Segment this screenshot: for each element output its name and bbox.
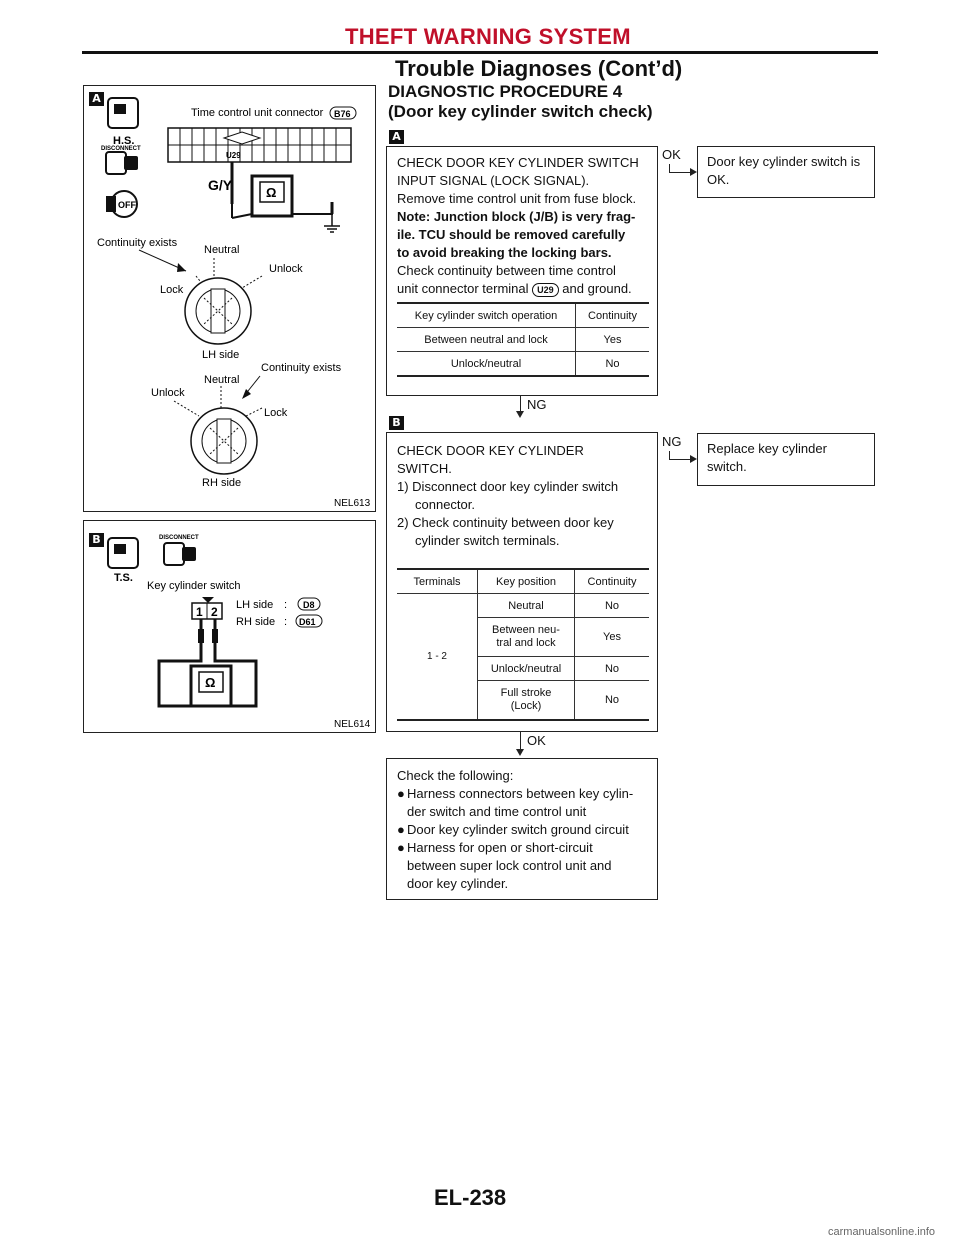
check-item-text: Harness for open or short-circuit bbox=[407, 840, 593, 855]
step-a-note2: ile. TCU should be removed carefully bbox=[397, 227, 626, 242]
figure-a-tag: A bbox=[89, 92, 104, 106]
lock-label-1: Lock bbox=[160, 284, 184, 296]
table-cell: Yes bbox=[575, 618, 650, 657]
step-b-box bbox=[386, 432, 658, 732]
step-a-table bbox=[397, 302, 649, 377]
connector-code: B76 bbox=[334, 109, 351, 119]
step-a-ok-result bbox=[697, 146, 875, 198]
step-b-line4: connector. bbox=[415, 497, 475, 512]
table-cell: No bbox=[576, 352, 650, 377]
step-a-ng-label: NG bbox=[527, 397, 547, 412]
step-a-ok-result-line2: OK. bbox=[707, 172, 730, 187]
disconnect-label-b: DISCONNECT bbox=[159, 535, 199, 541]
svg-text:Ω: Ω bbox=[205, 675, 216, 690]
header-rule bbox=[82, 51, 878, 54]
procedure-title bbox=[388, 82, 653, 122]
bullet-icon: ● bbox=[397, 786, 405, 801]
step-b-table bbox=[397, 568, 649, 721]
table-cell: No bbox=[575, 657, 650, 681]
figure-a bbox=[83, 85, 376, 512]
table-cell: Neutral bbox=[478, 594, 575, 618]
step-a-line3: Remove time control unit from fuse block. bbox=[397, 191, 637, 206]
check-item-text: Door key cylinder switch ground circuit bbox=[407, 822, 629, 837]
step-b-tag: B bbox=[389, 416, 404, 430]
step-a-terminal-badge: U29 bbox=[532, 283, 559, 297]
page-subtitle: Trouble Diagnoses (Cont’d) bbox=[395, 56, 683, 81]
wire-label: G/Y bbox=[208, 177, 233, 193]
unlock-label-2: Unlock bbox=[151, 387, 185, 399]
table-row bbox=[397, 352, 649, 377]
figure-b bbox=[83, 520, 376, 733]
step-a-ng-connector bbox=[520, 396, 521, 412]
table-cell: No bbox=[575, 594, 650, 618]
step-b-line1: CHECK DOOR KEY CYLINDER bbox=[397, 443, 584, 458]
connector-body bbox=[168, 128, 351, 162]
tester-label: H.S. bbox=[113, 135, 135, 147]
procedure-title-line1: DIAGNOSTIC PROCEDURE 4 bbox=[388, 82, 623, 101]
step-a-note1: Note: Junction block (J/B) is very frag- bbox=[397, 209, 636, 224]
check-item bbox=[397, 839, 647, 893]
step-b-line2: SWITCH. bbox=[397, 461, 452, 476]
step-b-ng-result-line2: switch. bbox=[707, 459, 747, 474]
svg-text::: : bbox=[284, 599, 288, 611]
table-header: Continuity bbox=[575, 569, 650, 594]
step-a-ok-result-line1: Door key cylinder switch is bbox=[707, 154, 861, 169]
step-a-line1: CHECK DOOR KEY CYLINDER SWITCH bbox=[397, 155, 639, 170]
pin-2: 2 bbox=[211, 605, 218, 619]
table-header: Continuity bbox=[576, 303, 650, 328]
figure-b-diagram bbox=[84, 521, 375, 732]
lh-cylinder-icon bbox=[185, 278, 251, 344]
watermark: carmanualsonline.info bbox=[828, 1226, 936, 1238]
lh-side-label: LH side bbox=[236, 599, 274, 611]
continuity-exists-1: Continuity exists bbox=[97, 237, 178, 249]
neutral-label-2: Neutral bbox=[204, 374, 240, 386]
check-item bbox=[397, 785, 647, 821]
table-cell: Yes bbox=[576, 328, 650, 352]
step-a-line2: INPUT SIGNAL (LOCK SIGNAL). bbox=[397, 173, 590, 188]
connector-title: Time control unit connector bbox=[191, 107, 324, 119]
ohmmeter-icon-b bbox=[191, 666, 231, 706]
step-c-box bbox=[386, 758, 658, 900]
page-number: EL-238 bbox=[434, 1185, 507, 1210]
side-label-1: LH side bbox=[202, 349, 240, 361]
tester-icon-b bbox=[108, 538, 138, 568]
step-b-line6: cylinder switch terminals. bbox=[415, 533, 560, 548]
side-label-2: RH side bbox=[202, 477, 242, 489]
table-header: Terminals bbox=[397, 569, 478, 594]
neutral-label-1: Neutral bbox=[204, 244, 240, 256]
step-b-ok-connector bbox=[520, 732, 521, 750]
check-item-text: between super lock control unit and bbox=[407, 858, 612, 873]
step-a-note3: to avoid breaking the locking bars. bbox=[397, 245, 612, 260]
svg-text:Ω: Ω bbox=[266, 185, 277, 200]
disconnect-icon-b bbox=[164, 543, 196, 565]
figure-b-ref: NEL614 bbox=[334, 719, 371, 730]
unlock-label-1: Unlock bbox=[269, 263, 303, 275]
step-b-ng-label: NG bbox=[662, 434, 682, 449]
step-b-ng-hline bbox=[669, 459, 691, 460]
terminal-label: U29 bbox=[226, 151, 241, 160]
step-a-tag: A bbox=[389, 130, 404, 144]
figure-b-tag: B bbox=[89, 533, 104, 547]
table-header: Key cylinder switch operation bbox=[397, 303, 576, 328]
disconnect-icon bbox=[106, 152, 138, 174]
step-b-ok-arrow bbox=[516, 749, 524, 756]
step-a-line4: Check continuity between time control bbox=[397, 263, 616, 278]
disconnect-label: DISCONNECT bbox=[101, 146, 141, 152]
step-a-ng-arrow bbox=[516, 411, 524, 418]
check-item-text: door key cylinder. bbox=[407, 876, 509, 891]
ground-icon bbox=[324, 214, 340, 232]
figure-a-ref: NEL613 bbox=[334, 498, 371, 509]
ohmmeter-icon bbox=[252, 176, 292, 216]
switch-title: Key cylinder switch bbox=[147, 580, 241, 592]
figure-a-diagram bbox=[84, 86, 375, 511]
table-cell: Unlock/neutral bbox=[397, 352, 576, 377]
check-item-text: Harness connectors between key cylin- bbox=[407, 786, 634, 801]
table-header-row bbox=[397, 569, 649, 594]
tester-label-b: T.S. bbox=[114, 572, 133, 584]
step-b-ng-arrow bbox=[690, 455, 697, 463]
step-b-ng-result bbox=[697, 433, 875, 486]
procedure-title-line2: (Door key cylinder switch check) bbox=[388, 102, 653, 121]
section-title: THEFT WARNING SYSTEM bbox=[345, 24, 631, 49]
terminals-cell: 1 - 2 bbox=[397, 594, 478, 721]
table-cell: Between neutral and lock bbox=[397, 328, 576, 352]
table-header: Key position bbox=[478, 569, 575, 594]
lh-code: D8 bbox=[303, 600, 315, 610]
ignition-off-icon bbox=[106, 191, 137, 217]
bullet-icon: ● bbox=[397, 840, 405, 855]
bullet-icon: ● bbox=[397, 822, 405, 837]
svg-text:OFF: OFF bbox=[118, 200, 136, 210]
check-item bbox=[397, 821, 647, 839]
check-item-text: der switch and time control unit bbox=[407, 804, 587, 819]
table-header-row bbox=[397, 303, 649, 328]
table-cell: Between neu- tral and lock bbox=[478, 618, 575, 657]
pin-1: 1 bbox=[196, 605, 203, 619]
step-a-ok-hline bbox=[669, 172, 691, 173]
table-row bbox=[397, 594, 649, 618]
table-cell: Unlock/neutral bbox=[478, 657, 575, 681]
step-a-ok-arrow bbox=[690, 168, 697, 176]
step-b-ok-label: OK bbox=[527, 733, 546, 748]
rh-side-label: RH side bbox=[236, 616, 276, 628]
table-row bbox=[397, 328, 649, 352]
step-b-ng-result-line1: Replace key cylinder bbox=[707, 441, 827, 456]
step-a-box bbox=[386, 146, 658, 396]
step-a-line5a: unit connector terminal bbox=[397, 281, 529, 296]
step-c-line1: Check the following: bbox=[397, 768, 514, 783]
svg-text::: : bbox=[284, 616, 288, 628]
lock-label-2: Lock bbox=[264, 407, 288, 419]
tester-icon bbox=[108, 98, 138, 128]
table-cell: No bbox=[575, 681, 650, 721]
step-a-ok-label: OK bbox=[662, 147, 681, 162]
step-b-line5: 2) Check continuity between door key bbox=[397, 515, 614, 530]
step-a-line5b: and ground. bbox=[562, 281, 632, 296]
rh-cylinder-icon bbox=[191, 408, 257, 474]
rh-code: D61 bbox=[299, 617, 316, 627]
continuity-exists-2: Continuity exists bbox=[261, 362, 342, 374]
step-b-line3: 1) Disconnect door key cylinder switch bbox=[397, 479, 619, 494]
table-cell: Full stroke (Lock) bbox=[478, 681, 575, 721]
